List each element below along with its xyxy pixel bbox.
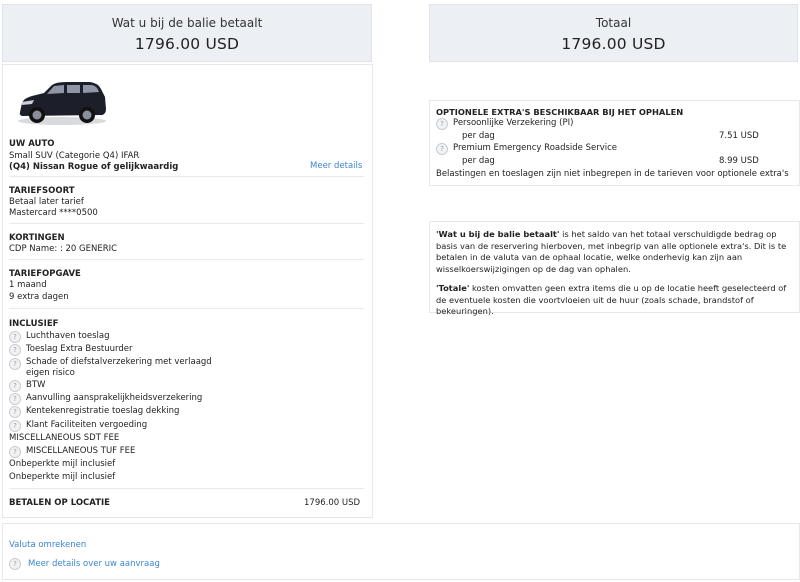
included-item: Luchthaven toeslag [26, 331, 110, 341]
included-title: INCLUSIEF [9, 319, 59, 329]
rate-type-line2: Mastercard ****0500 [9, 208, 98, 218]
divider [9, 223, 364, 224]
explanation-text-2: kosten omvatten geen extra items die u op de locatie heeft geselecteerd of de eventuele kosten die voortvloeien uit de huur (zoals schade, brandstof of bekeuringen). [436, 283, 787, 316]
explanation-term-1: 'Wat u bij de balie betaalt' [436, 229, 560, 239]
explanation-text-1: is het saldo van het totaal verschuldigde bedrag op basis van de reservering hierboven, met inbegrip van alle optionele extra's. Dit is te betalen in de valuta van de ophaal locatie, welke onderhevig kan zijn aan wisselkoerswijzigingen op de dag van ophalen. [436, 229, 787, 274]
extra-unit: per dag [462, 131, 495, 141]
discounts-line1: CDP Name: : 20 GENERIC [9, 244, 118, 254]
question-circle-icon[interactable]: ? [9, 344, 21, 356]
total-title: Totaal [595, 16, 632, 30]
currency-convert-link[interactable]: Valuta omrekenen [9, 540, 87, 550]
question-circle-icon[interactable]: ? [9, 331, 21, 343]
total-header [429, 4, 798, 62]
question-circle-icon[interactable]: ? [9, 393, 21, 405]
rate-spec-line2: 9 extra dagen [9, 292, 69, 302]
car-section-title: UW AUTO [9, 139, 55, 149]
question-circle-icon[interactable]: ? [9, 446, 21, 458]
rate-type-line1: Betaal later tarief [9, 197, 84, 207]
rate-type-title: TARIEFSOORT [9, 186, 75, 196]
extra-name: Premium Emergency Roadside Service [453, 143, 618, 153]
explanation-term-2: 'Totale' [436, 283, 470, 293]
pay-at-counter-amount: 1796.00 USD [134, 35, 240, 53]
divider [9, 176, 364, 177]
question-circle-icon[interactable]: ? [9, 420, 21, 432]
pay-at-counter-title: Wat u bij de balie betaalt [111, 16, 263, 30]
question-circle-icon[interactable]: ? [436, 118, 448, 130]
discounts-title: KORTINGEN [9, 233, 65, 243]
divider [9, 259, 364, 260]
question-circle-icon[interactable]: ? [9, 358, 21, 370]
extra-name: Persoonlijke Verzekering (PI) [453, 118, 574, 128]
included-item: BTW [26, 380, 46, 390]
pay-at-counter-header [2, 4, 372, 62]
extra-unit: per dag [462, 156, 495, 166]
included-item: Schade of diefstalverzekering met verlaagd [26, 357, 212, 367]
extra-price: 7.51 USD [719, 131, 759, 141]
car-image [14, 74, 108, 128]
question-circle-icon[interactable]: ? [436, 143, 448, 155]
question-circle-icon[interactable]: ? [9, 558, 21, 570]
total-amount: 1796.00 USD [561, 35, 666, 53]
question-circle-icon[interactable]: ? [9, 380, 21, 392]
included-item: Onbeperkte mijl inclusief [9, 472, 116, 482]
rate-spec-line1: 1 maand [9, 280, 47, 290]
footer-panel [2, 523, 800, 580]
extra-price: 8.99 USD [719, 156, 759, 166]
explanation-paragraph-2 [436, 283, 796, 318]
included-item: eigen risico [26, 368, 75, 378]
included-item: MISCELLANEOUS TUF FEE [26, 446, 136, 456]
divider [9, 308, 364, 309]
included-item: MISCELLANEOUS SDT FEE [9, 433, 120, 443]
included-item: Aanvulling aansprakelijkheidsverzekering [26, 393, 203, 403]
pay-at-location-amount: 1796.00 USD [304, 498, 361, 508]
extras-title: OPTIONELE EXTRA'S BESCHIKBAAR BIJ HET OPHALEN [436, 107, 684, 117]
car-category: Small SUV (Categorie Q4) IFAR [9, 151, 140, 161]
included-item: Kentekenregistratie toeslag dekking [26, 406, 180, 416]
divider [9, 488, 364, 489]
explanation-paragraph-1 [436, 229, 796, 275]
included-item: Klant Faciliteiten vergoeding [26, 420, 148, 430]
included-item: Toeslag Extra Bestuurder [26, 344, 133, 354]
car-details-link[interactable]: Meer details [310, 161, 363, 171]
pay-at-location-label: BETALEN OP LOCATIE [9, 498, 110, 508]
rate-spec-title: TARIEFOPGAVE [9, 269, 81, 279]
extras-note: Belastingen en toeslagen zijn niet inbegrepen in de tarieven voor optionele extra's [436, 169, 789, 179]
car-model: (Q4) Nissan Rogue of gelijkwaardig [9, 162, 179, 172]
request-details-link[interactable]: Meer details over uw aanvraag [28, 559, 160, 569]
included-item: Onbeperkte mijl inclusief [9, 459, 116, 469]
question-circle-icon[interactable]: ? [9, 406, 21, 418]
